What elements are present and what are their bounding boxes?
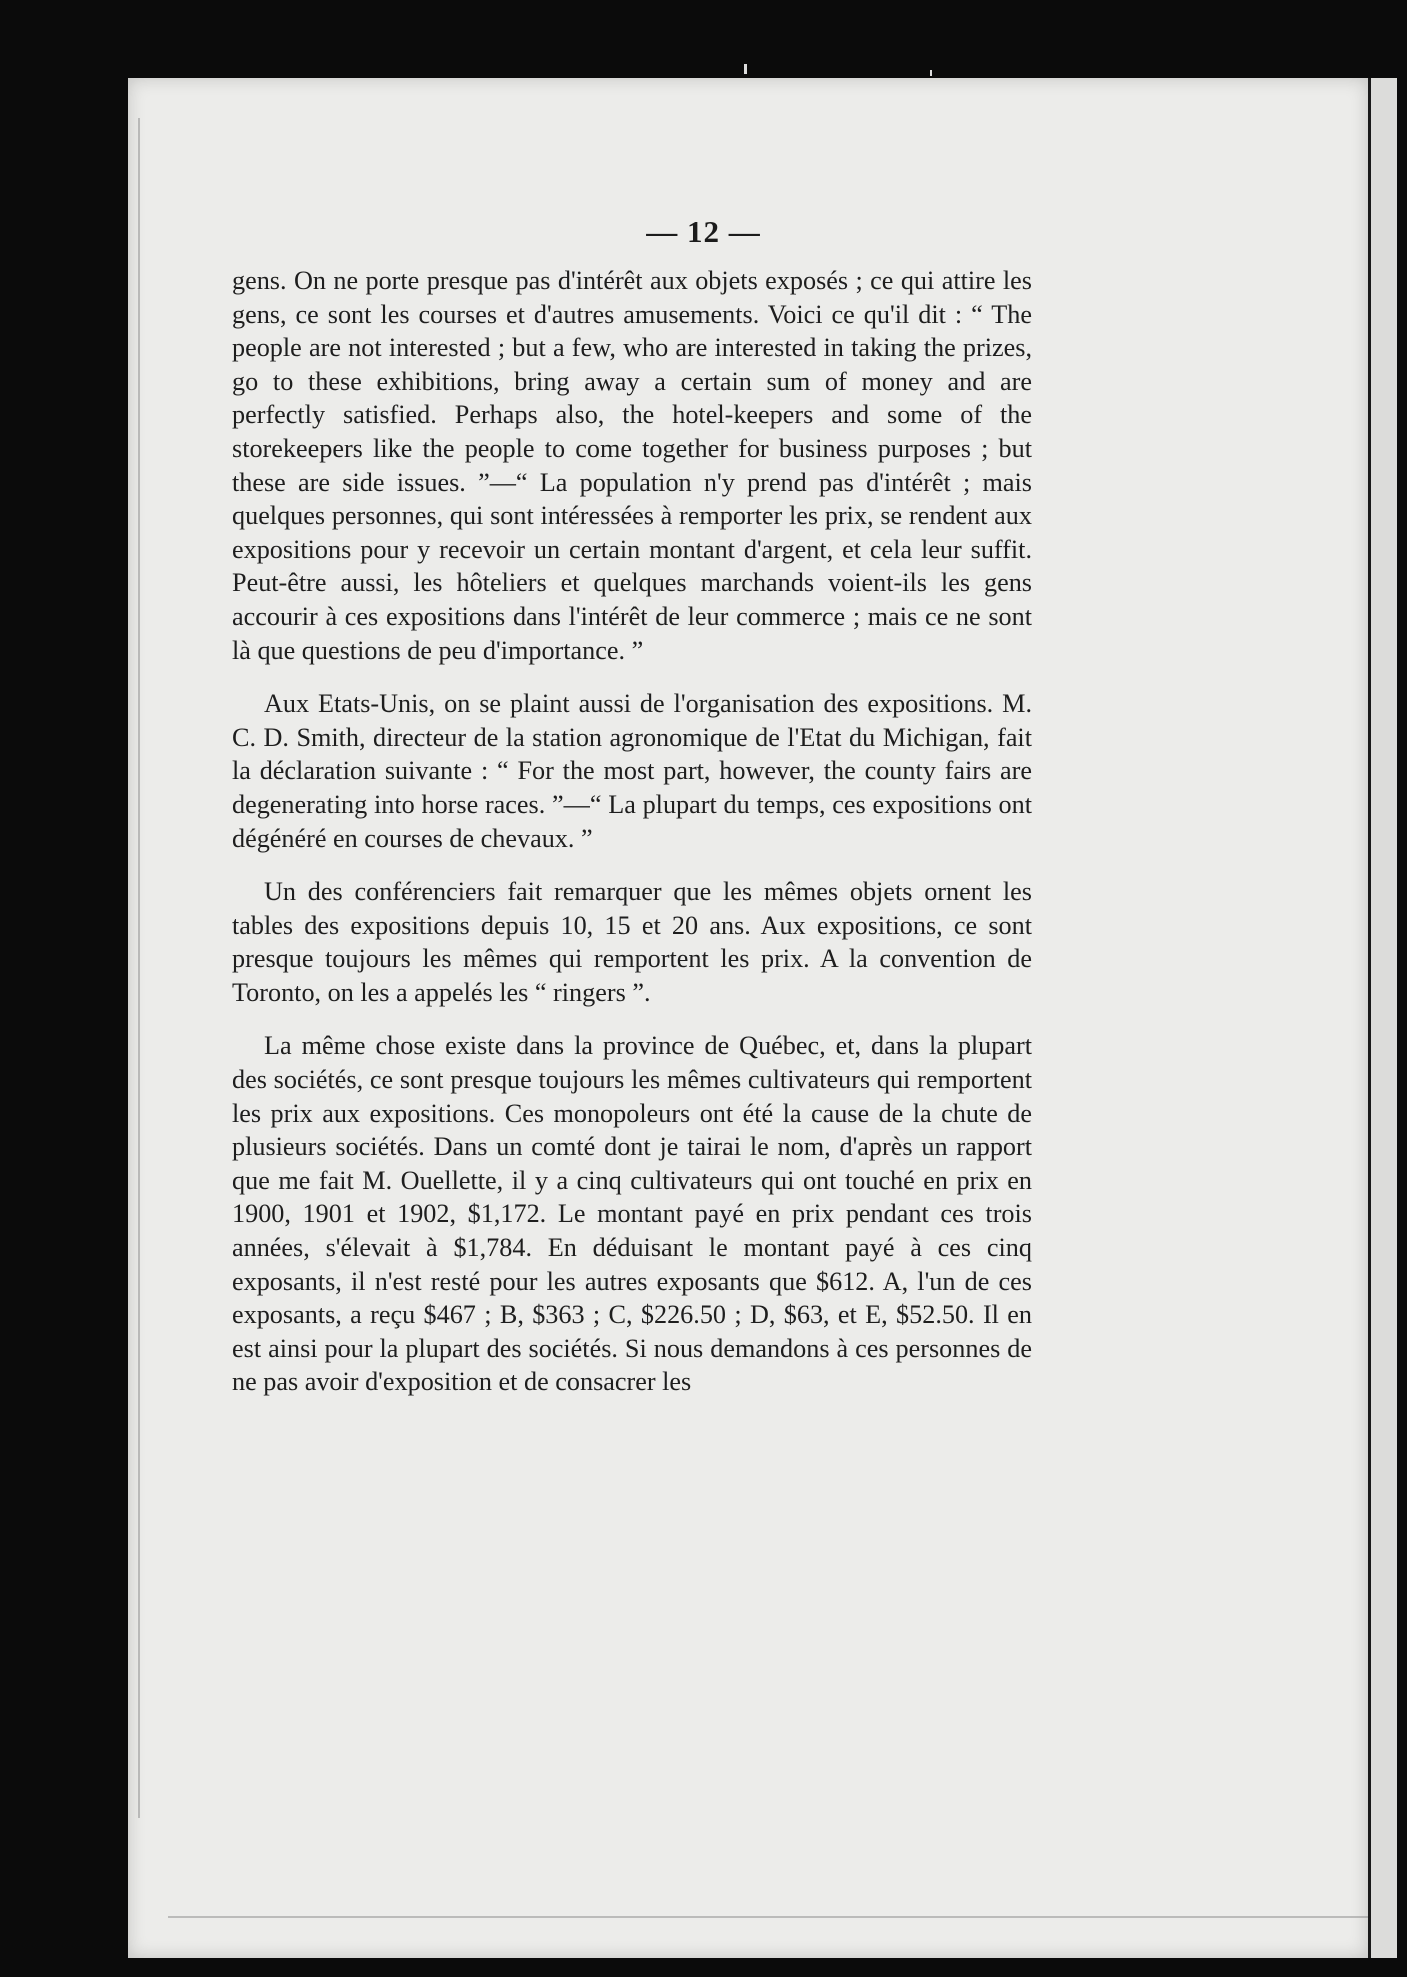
page-bottom-line <box>168 1916 1368 1918</box>
paragraph: gens. On ne porte presque pas d'intérêt aux objets exposés ; ce qui attire les gens, ce sont les courses et d'autres amusements. Voici ce qu'il dit : “ The people are not interested ; but a few, who are interested in taking the prizes, go to these exhibitions, bring away a certain sum of money and are perfectly satisfied. Perhaps also, the hotel-keepers and some of the storekeepers like the people to come together for business purposes ; but these are side issues. ”—“ La population n'y prend pas d'intérêt ; mais quelques personnes, qui sont intéressées à remporter les prix, se rendent aux expositions pour y recevoir un certain montant d'argent, et cela leur suffit. Peut-être aussi, les hôteliers et quelques marchands voient-ils les gens accourir à ces expositions dans l'intérêt de leur commerce ; mais ce ne sont là que questions de peu d'importance. ” <box>232 266 1032 665</box>
page-number: — 12 — <box>646 214 761 249</box>
adjacent-page-edge <box>1368 78 1397 1958</box>
scan-speck <box>744 64 747 74</box>
paragraph: La même chose existe dans la province de Québec, et, dans la plupart des sociétés, ce sont presque toujours les mêmes cultivateurs qui remportent les prix aux expositions. Ces monopoleurs ont été la cause de la chute de plusieurs sociétés. Dans un comté dont je tairai le nom, d'après un rapport que me fait M. Ouellette, il y a cinq cultivateurs qui ont touché en prix en 1900, 1901 et 1902, $1,172. Le montant payé en prix pendant ces trois années, s'élevait à $1,784. En déduisant le montant payé à ces cinq exposants, il n'est resté pour les autres exposants que $612. A, l'un de ces exposants, a reçu $467 ; B, $363 ; C, $226.50 ; D, $63, et E, $52.50. Il en est ainsi pour la plupart des sociétés. Si nous demandons à ces personnes de ne pas avoir d'exposition et de consacrer les <box>232 1031 1032 1397</box>
scan-speck <box>930 70 932 76</box>
paragraph: Un des conférenciers fait remarquer que les mêmes objets ornent les tables des expositions depuis 10, 15 et 20 ans. Aux expositions, ce sont presque toujours les mêmes qui remportent les prix. A la convention de Toronto, on les a appelés les “ ringers ”. <box>232 877 1032 1007</box>
body-text <box>232 264 1032 1399</box>
paragraph: Aux Etats-Unis, on se plaint aussi de l'organisation des expositions. M. C. D. Smith, directeur de la station agronomique de l'Etat du Michigan, fait la déclaration suivante : “ For the most part, however, the county fairs are degenerating into horse races. ”—“ La plupart du temps, ces expositions ont dégénéré en courses de chevaux. ” <box>232 689 1032 853</box>
page-edge-line <box>138 118 140 1818</box>
